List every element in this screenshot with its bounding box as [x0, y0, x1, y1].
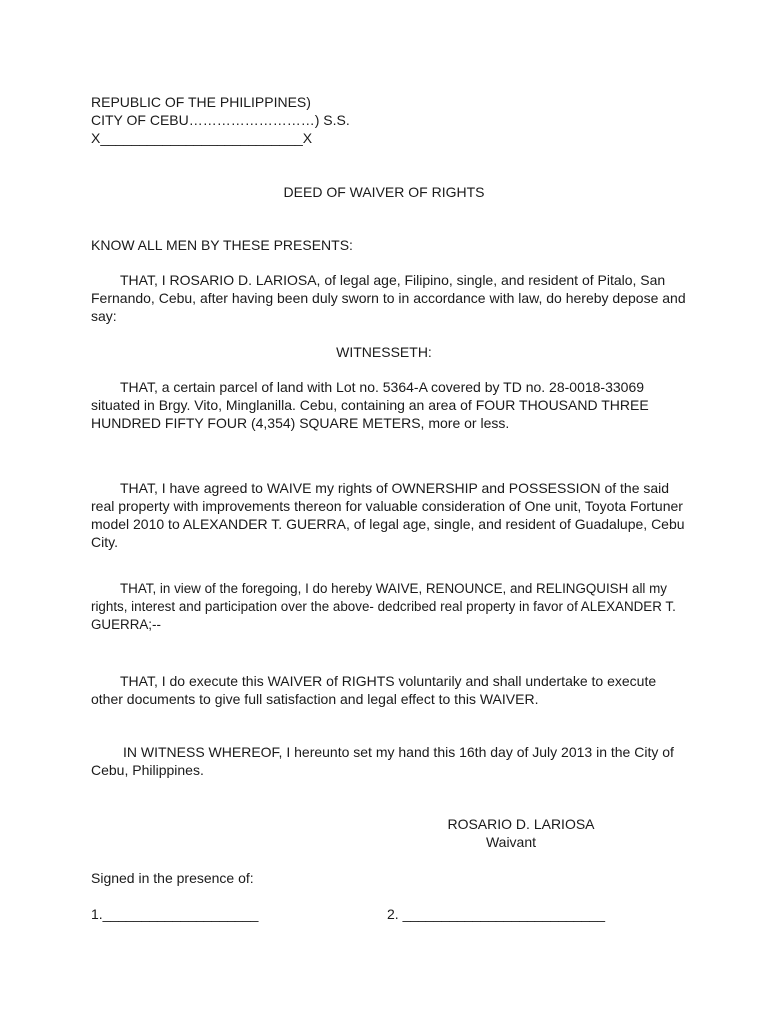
signatory-role: Waivant: [485, 834, 537, 850]
venue-separator: X__________________________X: [91, 130, 313, 146]
signatory-name: ROSARIO D. LARIOSA: [447, 816, 595, 832]
witnesses-label: Signed in the presence of:: [91, 870, 254, 886]
waiver-consideration-text: THAT, I have agreed to WAIVE my rights of OWNERSHIP and POSSESSION of the said real property with improvements thereon for valuable consideration of One unit, Toyota Fortuner model 2010 to ALEXANDER T. GUERRA, of legal age, single, and resident of Guadalupe, Cebu City.: [91, 480, 685, 550]
witness-line-2: 2. __________________________: [387, 906, 606, 922]
voluntary-paragraph: [91, 672, 691, 708]
land-text: THAT, a certain parcel of land with Lot no. 5364-A covered by TD no. 28-0018-33069 situated in Brgy. Vito, Minglanilla. Cebu, containing an area of FOUR THOUSAND THREE HUNDRED FIFTY FOUR (4,354) SQUARE METERS, more or less.: [91, 379, 649, 431]
intro-text: THAT, I ROSARIO D. LARIOSA, of legal age, Filipino, single, and resident of Pitalo, San Fernando, Cebu, after having been duly sworn to in accordance with law, do hereby depose and say:: [91, 272, 686, 324]
venue-city: CITY OF CEBU………………………) S.S.: [91, 112, 350, 128]
witness-line-1: 1.____________________: [91, 906, 259, 922]
witness-whereof-text: IN WITNESS WHEREOF, I hereunto set my hand this 16th day of July 2013 in the City of Cebu, Philippines.: [91, 744, 674, 778]
voluntary-text: THAT, I do execute this WAIVER of RIGHTS voluntarily and shall undertake to execute other documents to give full satisfaction and legal effect to this WAIVER.: [91, 673, 657, 707]
waiver-consideration-paragraph: [91, 479, 691, 551]
witnesseth-heading: WITNESSETH:: [336, 344, 432, 360]
renounce-paragraph: [91, 580, 691, 634]
venue-republic: REPUBLIC OF THE PHILIPPINES): [91, 94, 311, 110]
intro-paragraph: [91, 271, 691, 325]
land-paragraph: [91, 378, 691, 432]
witness-whereof-paragraph: [91, 743, 691, 779]
opening-line: KNOW ALL MEN BY THESE PRESENTS:: [91, 237, 353, 253]
renounce-text: THAT, in view of the foregoing, I do hereby WAIVE, RENOUNCE, and RELINGQUISH all my rights, interest and participation over the above- dedcribed real property in favor of ALEXANDER T. GUERRA;--: [91, 581, 676, 632]
document-title: DEED OF WAIVER OF RIGHTS: [283, 184, 485, 200]
